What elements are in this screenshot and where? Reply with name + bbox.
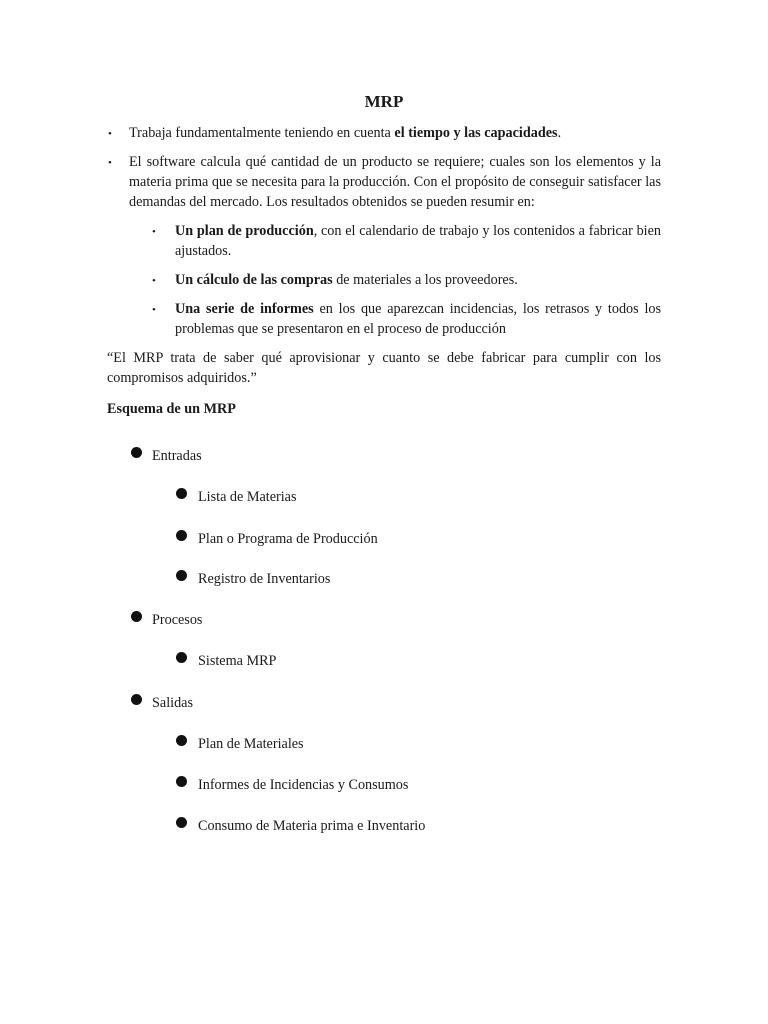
scheme-item-procesos: Procesos — [152, 612, 203, 628]
sub-bullet-icon: • — [152, 226, 156, 238]
scheme-subitem: Plan o Programa de Producción — [198, 531, 378, 547]
sub-bullet-icon: • — [152, 275, 156, 287]
bullet-item-2: El software calcula qué cantidad de un producto se requiere; cuales son los elementos y la materia prima que se necesita para la producción. Con el propósito de conseguir satisfacer las demandas del mercado. Los resultados obtenidos se pueden resumir en: — [129, 154, 661, 210]
bullet-icon: • — [108, 128, 112, 140]
page-title: MRP — [364, 92, 404, 111]
filled-circle-icon — [131, 694, 142, 705]
filled-circle-icon — [131, 611, 142, 622]
scheme-subitem: Lista de Materias — [198, 489, 297, 505]
scheme-subitem: Plan de Materiales — [198, 736, 304, 752]
scheme-subitem: Informes de Incidencias y Consumos — [198, 777, 409, 793]
filled-circle-icon — [176, 488, 187, 499]
filled-circle-icon — [176, 652, 187, 663]
sub-bullet-item-2: Un cálculo de las compras de materiales a los proveedores. — [175, 272, 518, 288]
quote-paragraph: “El MRP trata de saber qué aprovisionar y cuanto se debe fabricar para cumplir con los compromisos adquiridos.” — [107, 350, 661, 386]
filled-circle-icon — [176, 735, 187, 746]
sub-bullet-item-1: Un plan de producción, con el calendario de trabajo y los contenidos a fabricar bien ajustados. — [175, 223, 662, 259]
bullet-icon: • — [108, 157, 112, 169]
bullet-item-1: Trabaja fundamentalmente teniendo en cuenta el tiempo y las capacidades. — [129, 125, 562, 141]
scheme-subitem: Registro de Inventarios — [198, 571, 331, 587]
scheme-heading: Esquema de un MRP — [107, 401, 236, 417]
filled-circle-icon — [176, 776, 187, 787]
filled-circle-icon — [176, 817, 187, 828]
sub-bullet-icon: • — [152, 304, 156, 316]
scheme-subitem: Sistema MRP — [198, 653, 277, 669]
filled-circle-icon — [176, 570, 187, 581]
sub-bullet-item-3: Una serie de informes en los que aparezcan incidencias, los retrasos y todos los problemas que se presentaron en el proceso de producción — [175, 301, 662, 337]
scheme-item-salidas: Salidas — [152, 695, 193, 711]
scheme-subitem: Consumo de Materia prima e Inventario — [198, 818, 426, 834]
scheme-item-entradas: Entradas — [152, 448, 202, 464]
filled-circle-icon — [176, 530, 187, 541]
filled-circle-icon — [131, 447, 142, 458]
